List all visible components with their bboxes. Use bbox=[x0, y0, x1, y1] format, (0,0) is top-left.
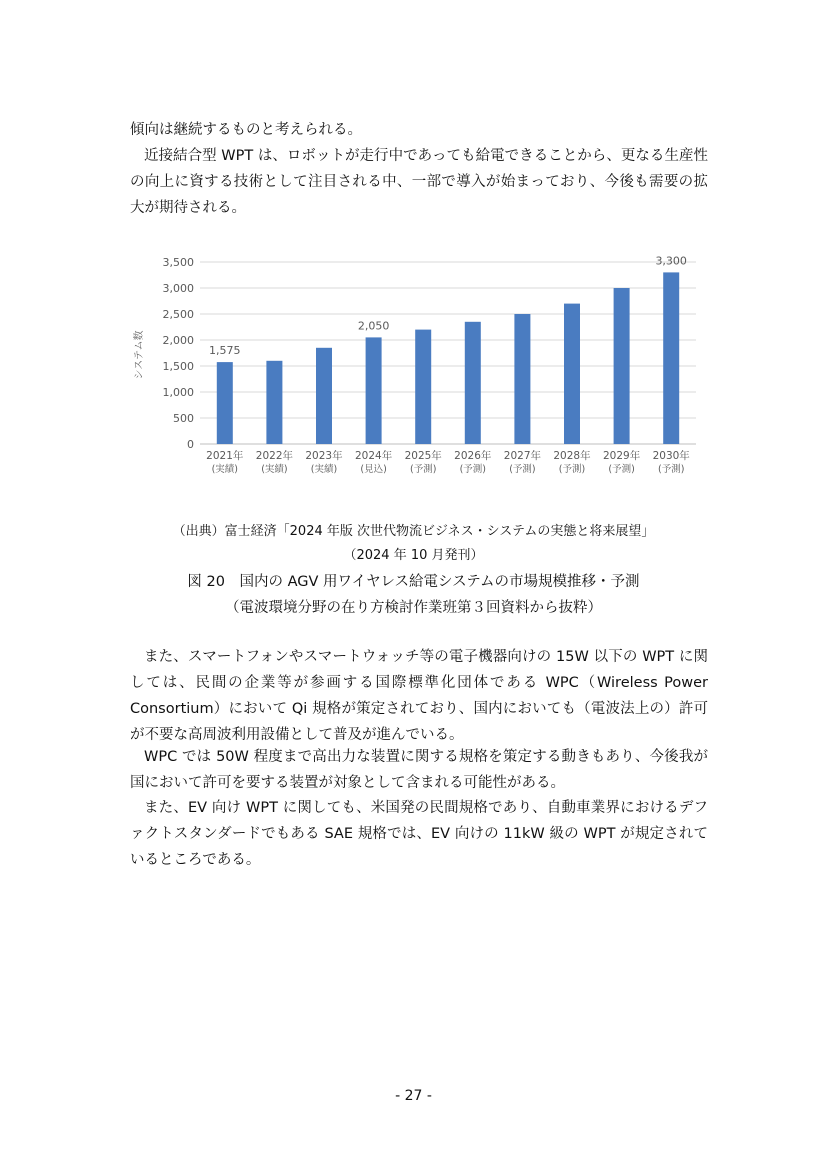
y-tick-label: 2,000 bbox=[162, 334, 194, 347]
x-tick-sublabel: (実績) bbox=[211, 464, 239, 475]
x-tick-sublabel: (予測) bbox=[558, 464, 586, 475]
figure-source: （出典）富士経済「2024 年版 次世代物流ビジネス・システムの実態と将来展望」 bbox=[172, 524, 655, 539]
body-paragraph-ev: また、EV 向け WPT に関しても、米国発の民間規格であり、自動車業界におけるデファクトスタンダードでもある SAE 規格では、EV 向けの 11kW 級の WPT が規定されているところである。 bbox=[130, 800, 708, 868]
bar bbox=[663, 272, 679, 444]
bar bbox=[316, 348, 332, 444]
x-tick-label: 2027年 bbox=[503, 450, 542, 462]
figure-subtitle: （電波環境分野の在り方検討作業班第３回資料から抜粋） bbox=[225, 600, 602, 616]
figure-source-date: （2024 年 10 月発刊） bbox=[343, 548, 484, 563]
x-tick-label: 2021年 bbox=[206, 450, 244, 462]
bar bbox=[514, 314, 530, 444]
data-label: 3,300 bbox=[655, 254, 687, 268]
body-paragraph-50w: WPC では 50W 程度まで高出力な装置に関する規格を策定する動きもあり、今後我が国において許可を要する装置が対象として含まれる可能性がある。 bbox=[130, 749, 708, 791]
bar bbox=[614, 288, 630, 444]
x-tick-sublabel: (実績) bbox=[261, 464, 288, 475]
x-tick-sublabel: (予測) bbox=[657, 464, 685, 475]
y-axis-label: システム数 bbox=[134, 330, 145, 380]
y-tick-label: 0 bbox=[187, 438, 194, 451]
y-tick-label: 3,500 bbox=[162, 256, 194, 269]
bar bbox=[266, 361, 282, 444]
x-tick-label: 2029年 bbox=[602, 450, 641, 462]
y-tick-label: 2,500 bbox=[162, 308, 194, 321]
intro-line: 傾向は継続するものと考えられる。 bbox=[130, 122, 362, 138]
x-tick-label: 2030年 bbox=[652, 450, 690, 462]
x-tick-label: 2023年 bbox=[305, 450, 343, 462]
y-tick-label: 500 bbox=[173, 412, 194, 425]
x-tick-sublabel: (予測) bbox=[509, 464, 536, 475]
intro-paragraph: 近接結合型 WPT は、ロボットが走行中であっても給電できることから、更なる生産性の向上に資する技術として注目される中、一部で導入が始まっており、今後も需要の拡大が期待される。 bbox=[130, 148, 708, 216]
bar bbox=[366, 337, 382, 444]
y-tick-label: 1,500 bbox=[162, 360, 194, 373]
body-paragraph-wpc: また、スマートフォンやスマートウォッチ等の電子機器向けの 15W 以下の WPT に関しては、民間の企業等が参画する国際標準化団体である WPC（Wireless Power Consortium）において Qi 規格が策定されており、国内においても（電波法上の）許可が不要な高周波利用設備として普及が進んでいる。 bbox=[130, 649, 708, 743]
y-tick-label: 3,000 bbox=[162, 282, 194, 295]
x-tick-label: 2028年 bbox=[553, 450, 591, 462]
x-tick-sublabel: (実績) bbox=[310, 464, 338, 475]
y-tick-label: 1,000 bbox=[162, 386, 194, 399]
figure-title: 図 20 国内の AGV 用ワイヤレス給電システムの市場規模推移・予測 bbox=[187, 574, 640, 590]
data-label: 1,575 bbox=[209, 344, 241, 358]
page-number: - 27 - bbox=[395, 1088, 432, 1104]
data-label: 2,050 bbox=[357, 319, 390, 333]
market-size-bar-chart bbox=[130, 245, 708, 485]
x-tick-sublabel: (予測) bbox=[409, 464, 437, 475]
x-tick-sublabel: (見込) bbox=[360, 464, 387, 475]
x-tick-label: 2026年 bbox=[454, 450, 492, 462]
bar bbox=[415, 330, 431, 444]
bar bbox=[217, 362, 233, 444]
x-tick-label: 2025年 bbox=[404, 450, 442, 462]
x-tick-label: 2024年 bbox=[354, 450, 393, 462]
x-tick-label: 2022年 bbox=[255, 450, 294, 462]
bar bbox=[564, 304, 580, 444]
x-tick-sublabel: (予測) bbox=[608, 464, 635, 475]
bar bbox=[465, 322, 481, 444]
x-tick-sublabel: (予測) bbox=[459, 464, 487, 475]
